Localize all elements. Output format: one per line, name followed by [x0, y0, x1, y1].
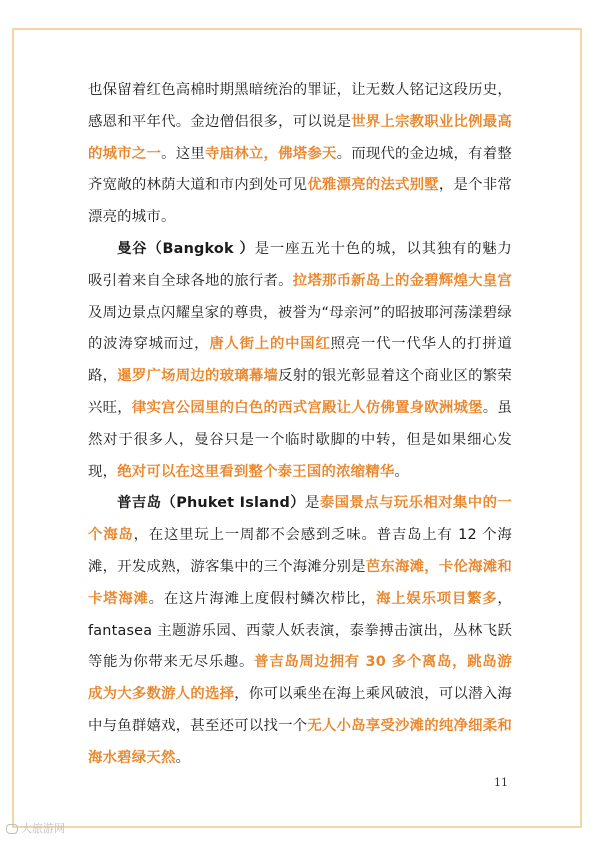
body-text: 也保留着红色高棉时期黑暗统治的罪证，让无数人铭记这段历史，感恩和平年代。金边僧侣很多，可以说是 [88, 82, 512, 130]
paragraph [88, 75, 512, 234]
weibo-logo-icon [6, 824, 18, 834]
body-text: ，你可以乘坐在海上乘风破浪，可以潜入海中与鱼群嬉戏，甚至还可以找一个 [88, 686, 512, 734]
highlighted-text: 律实宫公园里的白色的西式宫殿让人仿佛置身欧洲城堡 [131, 399, 483, 416]
body-text: 及周边景点闪耀皇家的尊贵，被誉为“母亲河”的昭披耶河荡漾碧绿的波涛穿城而过， [88, 304, 512, 353]
body-text: 。 [394, 463, 410, 480]
place-name: 普吉岛（Phuket Island） [117, 495, 305, 512]
highlighted-text: 绝对可以在这里看到整个泰王国的浓缩精华 [117, 463, 395, 480]
body-text: 。这里 [161, 145, 205, 162]
place-name: 曼谷（Bangkok ） [117, 240, 255, 257]
body-text: 照亮一代一代华人的打拼道路， [88, 336, 513, 385]
highlighted-text: 优雅漂亮的法式别墅 [307, 177, 439, 194]
body-text: 是一座五光十色的城，以其独有的魅力吸引着来自全球各地的旅行者。 [88, 240, 513, 289]
highlighted-text: 泰国景点与玩乐相对集中的一个海岛 [88, 495, 512, 544]
body-text: 。虽然对于很多人，曼谷只是一个临时歇脚的中转，但是如果细心发现， [88, 399, 512, 480]
page-number: 11 [494, 776, 508, 789]
highlighted-text: 世界上宗教职业比例最高的城市之一 [88, 113, 512, 162]
body-text: 是 [305, 495, 320, 512]
highlighted-text: 无人小岛享受沙滩的纯净细柔和海水碧绿天然 [88, 717, 512, 766]
body-text: ，在这里玩上一周都不会感到乏味。普吉岛上有 12 个海滩，开发成熟，游客集中的三个海滩分别是 [88, 527, 512, 575]
highlighted-text: 拉塔那币新岛上的金碧辉煌大皇宫 [292, 272, 512, 289]
highlighted-text: 唐人街上的中国红 [209, 336, 331, 353]
body-text: ，fantasea 主题游乐园、西蒙人妖表演，泰拳搏击演出，丛林飞跃等能为你带来无尽乐趣。 [88, 590, 512, 671]
highlighted-text: 寺庙林立，佛塔参天 [204, 145, 337, 162]
highlighted-text: 海上娱乐项目繁多 [376, 590, 498, 607]
paragraph [88, 234, 512, 488]
body-text: 。而现代的金边城，有着整齐宽敞的林荫大道和市内到处可见 [88, 145, 512, 194]
watermark-text: 大旅游网 [21, 822, 65, 835]
article-body [88, 75, 512, 775]
body-text: 反射的银光彰显着这个商业区的繁荣兴旺， [88, 368, 513, 416]
highlighted-text: 暹罗广场周边的玻璃幕墙 [117, 368, 279, 385]
highlighted-text: 普吉岛周边拥有 30 多个离岛，跳岛游成为大多数游人的选择 [88, 654, 512, 703]
watermark [6, 820, 65, 836]
paragraph [88, 488, 512, 774]
body-text: 。在这片海滩上度假村鳞次栉比， [148, 590, 377, 607]
highlighted-text: 芭东海滩，卡伦海滩和卡塔海滩 [88, 558, 512, 607]
body-text: 。 [175, 749, 191, 766]
body-text: ，是个非常漂亮的城市。 [88, 177, 512, 226]
